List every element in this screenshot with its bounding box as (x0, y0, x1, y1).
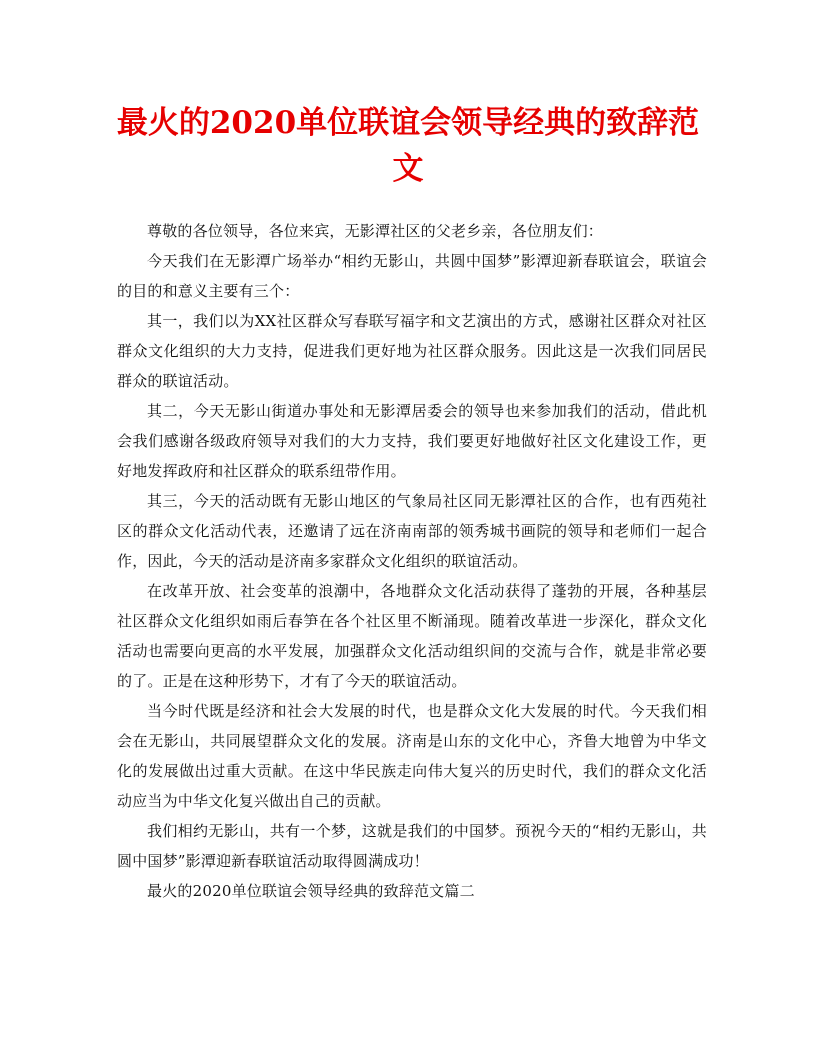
paragraph-intro: 今天我们在无影潭广场举办“相约无影山，共圆中国梦”影潭迎新春联谊会，联谊会的目的和意义主要有三个： (117, 252, 707, 300)
paragraph-closing: 我们相约无影山，共有一个梦，这就是我们的中国梦。预祝今天的“相约无影山，共圆中国梦”影潭迎新春联谊活动取得圆满成功！ (117, 822, 707, 870)
paragraph-point-three: 其三，今天的活动既有无影山地区的气象局社区同无影潭社区的合作，也有西苑社区的群众文化活动代表，还邀请了远在济南南部的领秀城书画院的领导和老师们一起合作，因此，今天的活动是济南多家群众文化组织的联谊活动。 (117, 492, 707, 570)
document-body (117, 216, 707, 906)
document-title: 最火的2020单位联谊会领导经典的致辞范文 (116, 105, 700, 187)
paragraph-era: 当今时代既是经济和社会大发展的时代，也是群众文化大发展的时代。今天我们相会在无影山，共同展望群众文化的发展。济南是山东的文化中心，齐鲁大地曾为中华文化的发展做出过重大贡献。在这中华民族走向伟大复兴的历史时代，我们的群众文化活动应当为中华文化复兴做出自己的贡献。 (117, 702, 707, 810)
paragraph-next-section: 最火的2020单位联谊会领导经典的致辞范文篇二 (147, 882, 475, 900)
paragraph-reform: 在改革开放、社会变革的浪潮中，各地群众文化活动获得了蓬勃的开展，各种基层社区群众文化组织如雨后春笋在各个社区里不断涌现。随着改革进一步深化，群众文化活动也需要向更高的水平发展，加强群众文化活动组织间的交流与合作，就是非常必要的了。正是在这种形势下，才有了今天的联谊活动。 (117, 582, 707, 690)
paragraph-point-two: 其二，今天无影山街道办事处和无影潭居委会的领导也来参加我们的活动，借此机会我们感谢各级政府领导对我们的大力支持，我们要更好地做好社区文化建设工作，更好地发挥政府和社区群众的联系纽带作用。 (117, 402, 707, 480)
paragraph-greeting: 尊敬的各位领导，各位来宾，无影潭社区的父老乡亲，各位朋友们： (147, 222, 604, 240)
paragraph-point-one: 其一，我们以为XX社区群众写春联写福字和文艺演出的方式，感谢社区群众对社区群众文化组织的大力支持，促进我们更好地为社区群众服务。因此这是一次我们同居民群众的联谊活动。 (117, 312, 707, 390)
